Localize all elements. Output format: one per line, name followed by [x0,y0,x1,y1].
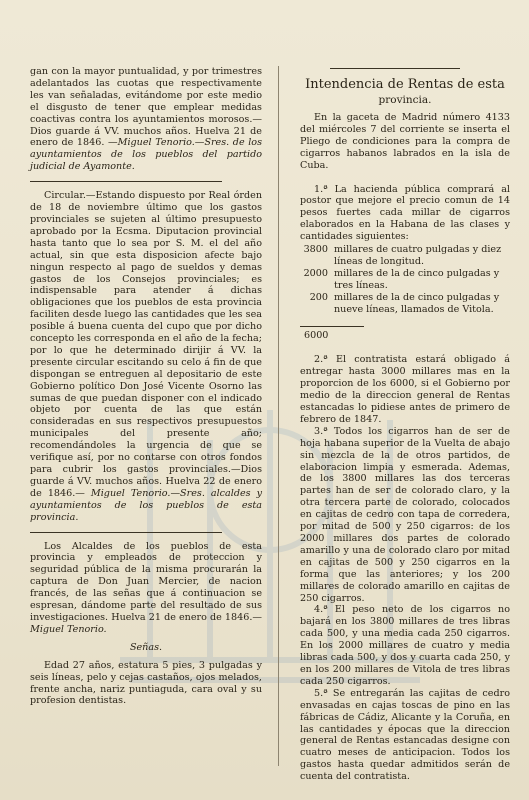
item-description: millares de la de cinco pulgadas y tres líneas. [334,267,500,291]
item-description: millares de cuatro pulgadas y diez líneas de longitud. [334,244,502,267]
item-description: millares de la de cinco pulgadas y nueve líneas, llamados de Vitola. [334,291,500,315]
section-subtitle: provincia. [378,94,432,106]
list-item [300,268,510,292]
left-column [30,66,262,707]
condition-2: 2.ª El contratista estará obligado á entregar hasta 3000 millares mas en la proporcion de los 6000, si el Gobierno por medio de la direccion general de Rentas estancadas lo pidiese antes de primero de febrero de 1847. [300,354,510,425]
section-rule [30,532,222,533]
continuation-text: gan con la mayor puntualidad, y por trimestres adelantados las cuotas que respectivamente les van señaladas, evitándome por este medio el disgusto de tener que emplear medidas coactivas contra los ayuntamientos morosos.— Dios guarde á VV. muchos años. Huelva 21 de enero de 1846. [30,66,262,149]
circular-paragraph [30,190,262,523]
spacer [300,172,510,184]
condition-5: 5.ª Se entregarán las cajitas de cedro envasadas en cajas toscas de pino en las fábricas de Cádiz, Alicante y la Coruña, en las cantidades y épocas que la direccion general de Rentas estancadas designe con cuatro meses de anticipacion. Todos los gastos hasta quedar admitidos serán de cuenta del contratista. [300,687,510,783]
senas-heading: Señas. [129,641,163,653]
alcaldes-paragraph [30,541,262,636]
item-quantity: 3800 [303,244,328,256]
section-title: Intendencia de Rentas de esta [305,77,505,92]
circular-signature: Miguel Tenorio.—Sres. alcaldes y ayuntamientos de los pueblos de esta provincia. [30,487,262,523]
quantity-list [300,244,510,315]
item-quantity: 200 [309,291,328,303]
header-rule [330,68,460,69]
condition-1: 1.ª La hacienda pública comprará al postor que mejore el precio comun de 14 pesos fuertes cada millar de cigarros elaborados en la Habana de las clases y cantidades siguientes: [300,183,510,243]
senas-text: Edad 27 años, estatura 5 pies, 3 pulgadas y seis líneas, pelo y cejas castaños, ojos melados, frente ancha, nariz puntiaguda, cara oval y su profesion dentistas. [30,659,262,707]
alcaldes-text: Los Alcaldes de los pueblos de esta provincia y empleados de proteccion y seguridad pública de la misma procurarán la captura de Don Juan Mercier, de nacion francés, de las señas que á continuacion se espresan, dándome parte del resultado de sus investigaciones. Huelva 21 de enero de 1846.— [30,540,262,623]
condition-4: 4.ª El peso neto de los cigarros no bajará en los 3800 millares de tres libras cada 500, y una media cada 250 cigarros. En los 2000 millares de cuatro y media libras cada 500, y dos y cuarta cada 250, y en los 200 millares de Vitola de tres libras cada 250 cigarros. [300,604,510,687]
list-item [300,292,510,316]
continuation-paragraph [30,66,262,173]
intro-paragraph: En la gaceta de Madrid número 4133 del miércoles 7 del corriente se inserta el Pliego de condiciones para la compra de cigarros habanos labrados en la isla de Cuba. [300,112,510,171]
column-divider [278,66,279,766]
quantity-total: 6000 [300,326,364,345]
right-column [300,66,510,783]
list-item [300,244,510,268]
continuation-signature: —Miguel Tenorio.—Sres. de los ayuntamientos de los pueblos del partido judicial de Ayamonte. [30,137,262,173]
alcaldes-signature: Miguel Tenorio. [30,623,107,635]
circular-text: Circular.—Estando dispuesto por Real órden de 18 de noviembre último que los gastos provinciales se sujeten al último presupuesto aprobado por la Ecsma. Diputacion provincial hasta tanto que lo sea por S. M. el del año actual, sin que esta disposicion afecte bajo ningun respecto al pago de sueldos y demas gastos de los Consejos provinciales; es indispensable para atender á dichas obligaciones que los pueblos de esta provincia faciliten desde luego las cantidades que les sea posible á buena cuenta del cupo que por dicho concepto les corresponda en el año de la fecha; por lo que he determinado dirijir á VV. la presente circular escitando su celo á fin de que dispongan se entreguen al depositario de este Gobierno político Don José Vicente Osorno las sumas de que puedan disponer con el indicado objeto por cuenta de las que están consideradas en sus respectivos presupuestos municipales del presente año; recomendándoles la urgencia de que se verifique así, por no contarse con otros fondos para cubrir los gastos provinciales.—Dios guarde á VV. muchos años. Huelva 22 de enero de 1846.— [30,190,262,499]
condition-3: 3.ª Todos los cigarros han de ser de hoja habana superior de la Vuelta de abajo sin mezcla de la de otros partidos, de elaboracion limpia y esmerada. Ademas, de los 3800 millares las dos terceras partes han de ser de colorado claro, y la otra tercera parte de colorado, colocados en cajitas de cedro con tapa de corredera, por mitad de 500 y 250 cigarros: de los 2000 millares dos partes de colorado amarillo y una de colorado claro por mitad en cajitas de 500 y 250 cigarros en la forma que las anteriores; y los 200 millares de colorado amarillo en cajitas de 250 cigarros. [300,425,510,604]
section-rule [30,181,222,182]
item-quantity: 2000 [303,267,328,279]
